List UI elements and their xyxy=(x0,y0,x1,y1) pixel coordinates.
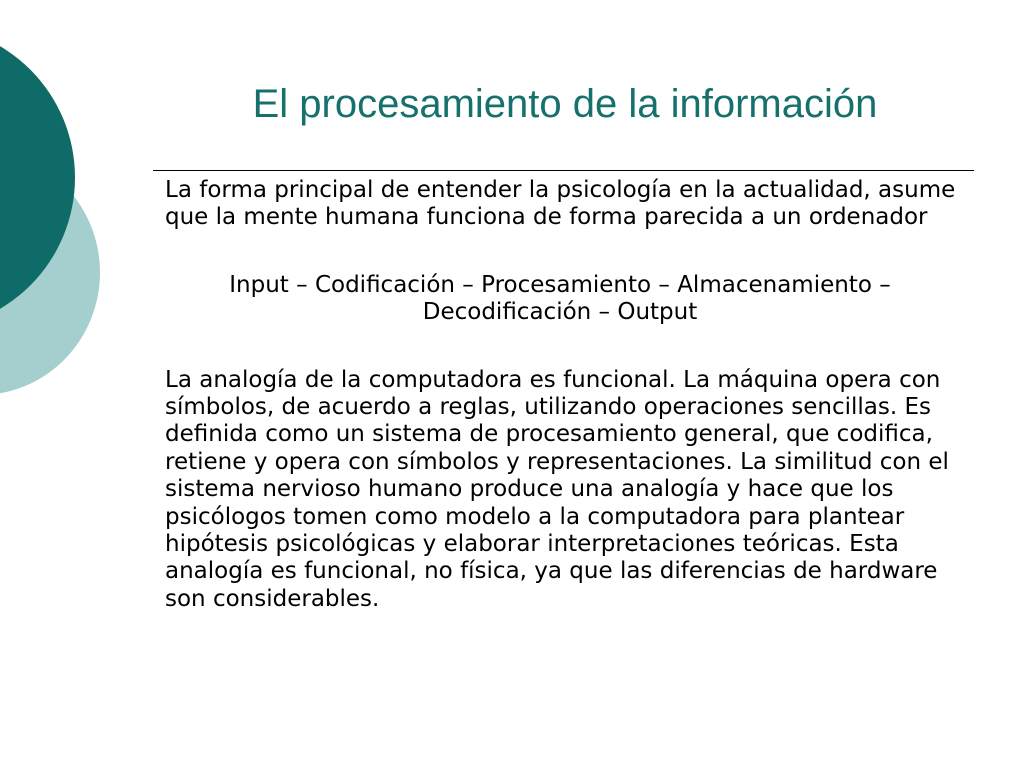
analogy-paragraph: La analogía de la computadora es funcional. La máquina opera con símbolos, de acuerdo a reglas, utilizando operaciones sencillas. Es definida como un sistema de procesamiento general, que codifica, retiene y opera con símbolos y representaciones. La similitud con el sistema nervioso humano produce una analogía y hace que los psicólogos tomen como modelo a la computadora para plantear hipótesis psicológicas y elaborar interpretaciones teóricas. Esta analogía es funcional, no física, ya que las diferencias de hardware son considerables. xyxy=(165,366,949,612)
process-sequence: Input – Codificación – Procesamiento – Almacenamiento – Decodificación – Output xyxy=(229,271,891,326)
title-divider xyxy=(153,170,974,171)
slide-body xyxy=(165,177,965,613)
intro-paragraph: La forma principal de entender la psicología en la actualidad, asume que la mente humana funciona de forma parecida a un ordenador xyxy=(165,177,956,231)
slide-title: El procesamiento de la información xyxy=(252,82,878,126)
